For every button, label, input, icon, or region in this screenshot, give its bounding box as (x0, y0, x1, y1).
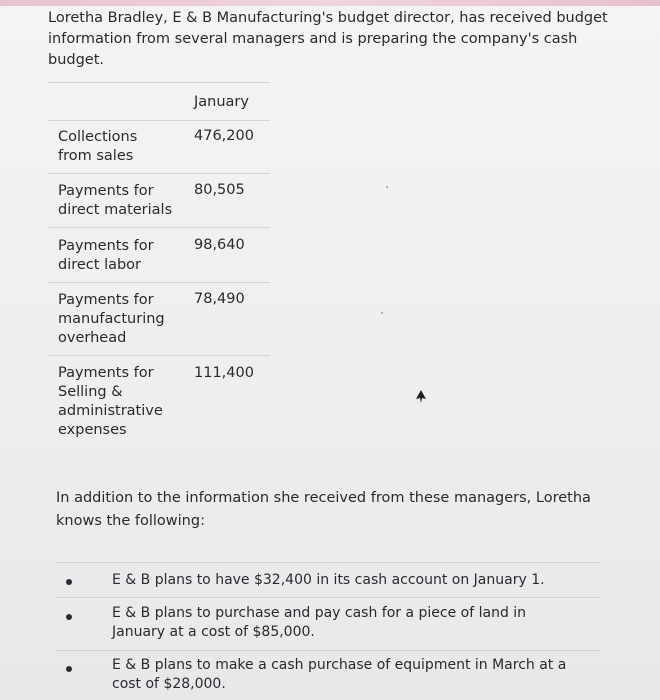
bullet-rule (56, 650, 600, 651)
row-label-manufacturing-overhead: Payments for manufacturing overhead (58, 292, 165, 346)
row-value-direct-materials: 80,505 (194, 182, 245, 198)
row-rule (48, 173, 270, 174)
column-header-january: January (194, 94, 249, 110)
row-value-manufacturing-overhead: 78,490 (194, 291, 245, 307)
row-value-collections: 476,200 (194, 128, 254, 144)
row-label-collections: Collections from sales (58, 129, 138, 164)
bullet-text-equipment-purchase: E & B plans to make a cash purchase of equipment in March at a cost of $28,000. (112, 657, 567, 692)
bullet-text-land-purchase: E & B plans to purchase and pay cash for a piece of land in January at a cost of $85,000. (112, 605, 527, 640)
row-rule (48, 227, 270, 228)
bullet-dot (66, 666, 72, 672)
row-label-selling-admin: Payments for Selling & administrative expenses (58, 365, 163, 438)
scan-speck (386, 186, 388, 188)
bullet-text-cash-balance: E & B plans to have $32,400 in its cash account on January 1. (112, 572, 545, 588)
row-rule (48, 282, 270, 283)
top-color-band (0, 0, 660, 6)
bullet-rule (56, 597, 600, 598)
row-label-direct-materials: Payments for direct materials (58, 183, 173, 218)
row-value-direct-labor: 98,640 (194, 237, 245, 253)
table-top-rule (48, 82, 270, 83)
intro-paragraph: Loretha Bradley, E & B Manufacturing's budget director, has received budget information from several managers and is preparing the company's cash budget. (48, 10, 608, 68)
bullet-dot (66, 579, 72, 585)
row-rule (48, 355, 270, 356)
row-label-direct-labor: Payments for direct labor (58, 238, 154, 273)
header-rule (48, 120, 270, 121)
row-value-selling-admin: 111,400 (194, 365, 254, 381)
scan-speck (381, 312, 383, 314)
mouse-pointer-icon (414, 389, 428, 407)
bullet-dot (66, 614, 72, 620)
followup-paragraph: In addition to the information she received from these managers, Loretha knows the following: (56, 490, 591, 529)
bullet-top-rule (56, 562, 600, 563)
